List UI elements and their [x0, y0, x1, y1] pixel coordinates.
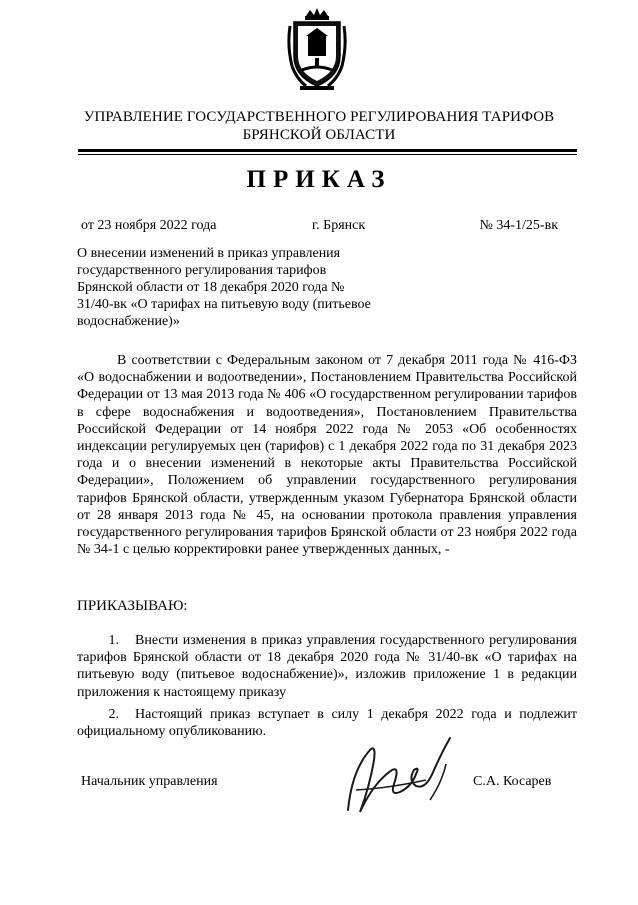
order-heading: ПРИКАЗЫВАЮ: — [77, 598, 188, 614]
header-rule-thin — [78, 154, 577, 155]
order-item — [77, 632, 577, 701]
organization-name-line1: УПРАВЛЕНИЕ ГОСУДАРСТВЕННОГО РЕГУЛИРОВАНИЯ ТАРИФОВ — [83, 109, 555, 125]
order-item-number: 2. — [108, 707, 119, 722]
order-item-text: Внести изменения в приказ управления государственного регулирования тарифов Брянской области от 18 декабря 2020 года № 31/40-вк «О тарифах на питьевую воду (питьевое водоснабжение)», изложив приложение 1 в редакции приложения к настоящему приказу — [77, 633, 577, 700]
order-item — [77, 706, 577, 740]
document-subject: О внесении изменений в приказ управления государственного регулирования тарифов Брянской области от 18 декабря 2020 года № 31/40-вк «О тарифах на питьевую воду (питьевое водоснабжение)» — [77, 246, 371, 329]
document-date: от 23 ноября 2022 года — [81, 218, 217, 233]
document-city: г. Брянск — [312, 218, 366, 233]
order-item-text: Настоящий приказ вступает в силу 1 декабря 2022 года и подлежит официальному опубликованию. — [77, 707, 577, 740]
signatory-name: С.А. Косарев — [473, 774, 552, 789]
signatory-title: Начальник управления — [81, 774, 218, 789]
handwritten-signature — [330, 730, 470, 830]
document-title: ПРИКАЗ — [246, 166, 392, 193]
order-item-number: 1. — [108, 633, 119, 648]
document-number: № 34-1/25-вк — [479, 218, 558, 233]
header-rule-thick — [78, 149, 577, 152]
coat-of-arms-icon — [286, 6, 348, 92]
legal-basis-paragraph: В соответствии с Федеральным законом от 7 декабря 2011 года № 416-ФЗ «О водоснабжении и водоотведении», Постановлением Правительства Российской Федерации от 13 мая 2013 года № 406 «О государственном регулировании тарифов в сфере водоснабжения и водоотведения», Постановлением Правительства Российской Федерации от 14 ноября 2022 года № 2053 «Об особенностях индексации регулируемых цен (тарифов) с 1 декабря 2022 года по 31 декабря 2023 года и о внесении изменений в некоторые акты Правительства Российской Федерации», Положением об управлении государственного регулирования тарифов Брянской области, утвержденным указом Губернатора Брянской области от 28 января 2013 года № 45, на основании протокола правления управления государственного регулирования тарифов Брянской области от 23 ноября 2022 года № 34-1 с целью корректировки ранее утвержденных данных, - — [77, 353, 577, 558]
organization-name-line2: БРЯНСКОЙ ОБЛАСТИ — [242, 127, 396, 143]
organization-name — [0, 108, 638, 144]
